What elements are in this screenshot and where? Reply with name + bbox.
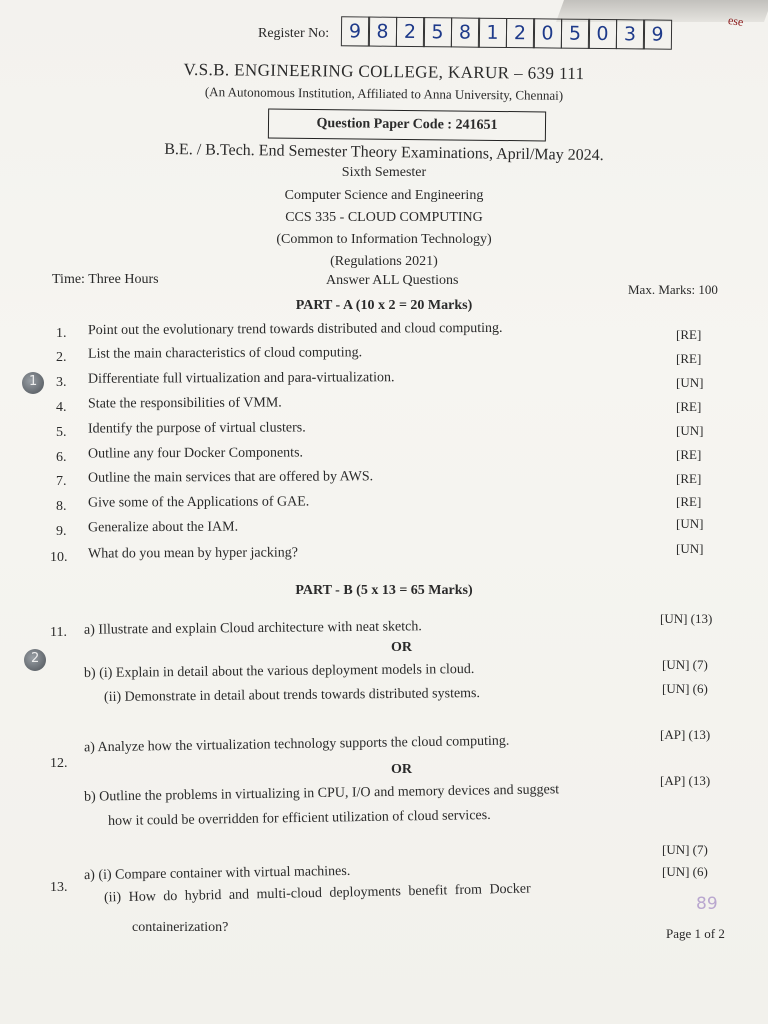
q11a-text: a) Illustrate and explain Cloud architecture with neat sketch. <box>83 619 422 638</box>
q11-or: OR <box>391 640 412 655</box>
part-b-title: PART - B (5 x 13 = 65 Marks) <box>295 583 473 598</box>
exam-title: B.E. / B.Tech. End Semester Theory Examinations, April/May 2024. <box>164 140 604 165</box>
time-allowed: Time: Three Hours <box>52 272 159 287</box>
question-tag: [RE] <box>676 327 702 342</box>
college-affiliation: (An Autonomous Institution, Affiliated to Anna University, Chennai) <box>204 84 564 103</box>
course-title: CCS 335 - CLOUD COMPUTING <box>285 210 483 225</box>
department: Computer Science and Engineering <box>284 188 484 203</box>
question-number: 8. <box>56 499 67 514</box>
common-to: (Common to Information Technology) <box>276 232 492 247</box>
q13a-ii-text-2: containerization? <box>132 920 229 935</box>
register-label: Register No: <box>258 26 330 41</box>
register-digit-box: 2 <box>395 17 424 47</box>
semester: Sixth Semester <box>341 165 427 180</box>
register-digit-box: 9 <box>340 16 369 46</box>
answer-all-instruction: Answer ALL Questions <box>326 273 459 288</box>
question-number: 4. <box>56 400 67 415</box>
question-tag: [RE] <box>676 351 702 366</box>
question-tag: [UN] <box>676 423 704 438</box>
question-number: 2. <box>56 350 67 365</box>
part-a-title: PART - A (10 x 2 = 20 Marks) <box>295 298 473 313</box>
register-digit-box: 2 <box>505 18 534 48</box>
question-text: Differentiate full virtualization and para-virtualization. <box>87 370 395 387</box>
q13-number: 13. <box>50 880 68 895</box>
q12-or: OR <box>391 762 412 777</box>
question-text: What do you mean by hyper jacking? <box>87 545 298 562</box>
register-digit-box: 0 <box>533 18 562 48</box>
question-tag: [RE] <box>676 447 702 462</box>
q11a-mark: [UN] (13) <box>660 611 713 626</box>
q13a-i-text: a) (i) Compare container with virtual machines. <box>83 863 351 884</box>
college-name: V.S.B. ENGINEERING COLLEGE, KARUR – 639 111 <box>183 59 585 84</box>
register-digit-box: 5 <box>560 19 589 49</box>
register-digit-box: 5 <box>423 17 452 47</box>
question-number: 3. <box>56 375 67 390</box>
sticker-badge-2: 2 <box>24 649 46 671</box>
q13a-ii-text: (ii) How do hybrid and multi-cloud deployments benefit from Docker <box>103 881 531 906</box>
question-number: 1. <box>56 326 67 341</box>
handwritten-number: 89 <box>696 894 718 914</box>
question-paper-code: Question Paper Code : 241651 <box>268 109 546 142</box>
question-text: List the main characteristics of cloud computing. <box>87 345 363 362</box>
question-number: 6. <box>56 450 67 465</box>
sticker-badge-1: 1 <box>22 372 44 394</box>
register-digit-box: 0 <box>588 19 617 49</box>
max-marks: Max. Marks: 100 <box>628 282 718 297</box>
q13a-ii-mark: [UN] (6) <box>662 864 708 879</box>
q12b-text-2: how it could be overridden for efficient utilization of cloud services. <box>107 807 491 830</box>
q12a-mark: [AP] (13) <box>660 727 711 742</box>
question-tag: [RE] <box>676 494 702 509</box>
register-digit-box: 3 <box>615 19 644 49</box>
question-text: Generalize about the IAM. <box>87 519 239 536</box>
register-digit-box: 8 <box>450 17 479 47</box>
question-tag: [UN] <box>676 375 704 390</box>
question-tag: [RE] <box>676 471 702 486</box>
q11b-ii-mark: [UN] (6) <box>662 681 708 696</box>
q11b-i-text: b) (i) Explain in detail about the various deployment models in cloud. <box>83 661 475 682</box>
question-text: Outline the main services that are offered by AWS. <box>87 469 374 486</box>
q12-number: 12. <box>50 756 68 771</box>
q12b-text: b) Outline the problems in virtualizing in CPU, I/O and memory devices and suggest <box>83 782 560 805</box>
corner-handwriting: ese <box>727 13 745 30</box>
question-text: Give some of the Applications of GAE. <box>87 494 310 511</box>
question-text: State the responsibilities of VMM. <box>87 395 282 412</box>
q12a-text: a) Analyze how the virtualization technology supports the cloud computing. <box>83 733 510 756</box>
register-digit-box: 9 <box>643 19 672 49</box>
question-number: 10. <box>50 550 68 565</box>
question-text: Identify the purpose of virtual clusters. <box>87 420 306 437</box>
question-text: Outline any four Docker Components. <box>87 445 304 462</box>
q13a-i-mark: [UN] (7) <box>662 842 708 857</box>
q11b-i-mark: [UN] (7) <box>662 657 708 672</box>
register-number-boxes <box>342 16 672 49</box>
question-tag: [UN] <box>676 516 704 531</box>
question-number: 5. <box>56 425 67 440</box>
question-tag: [RE] <box>676 399 702 414</box>
register-digit-box: 1 <box>478 18 507 48</box>
register-digit-box: 8 <box>368 17 397 47</box>
question-number: 9. <box>56 524 67 539</box>
question-text: Point out the evolutionary trend towards distributed and cloud computing. <box>87 320 503 339</box>
page-number: Page 1 of 2 <box>666 926 725 941</box>
q12b-mark: [AP] (13) <box>660 773 711 788</box>
q11b-ii-text: (ii) Demonstrate in detail about trends towards distributed systems. <box>103 686 481 705</box>
question-tag: [UN] <box>676 541 704 556</box>
regulations: (Regulations 2021) <box>330 254 438 269</box>
question-number: 7. <box>56 474 67 489</box>
q11-number: 11. <box>50 625 67 640</box>
